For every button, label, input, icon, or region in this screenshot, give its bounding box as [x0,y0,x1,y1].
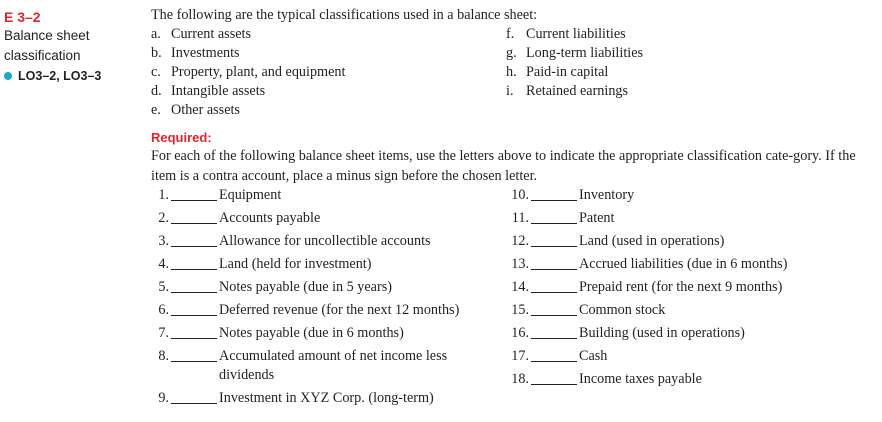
answer-blank[interactable] [531,324,577,339]
exercise-title-line-2: classification [4,48,81,63]
classification-label: Long-term liabilities [526,45,644,61]
item-label: Prepaid rent (for the next 9 months) [579,279,783,295]
classification-item [151,82,506,101]
item-number: 6. [158,302,169,318]
balance-sheet-items [151,186,876,412]
exercise-title-line-1: Balance sheet [4,28,90,43]
classification-label: Current assets [171,26,251,42]
list-item [507,209,807,228]
classification-item [506,82,806,101]
item-label: Building (used in operations) [579,325,745,341]
item-label: Deferred revenue (for the next 12 months) [219,302,460,318]
learning-objectives [4,66,144,86]
classification-label: Intangible assets [171,83,266,99]
list-item [507,278,807,297]
list-item [151,255,507,274]
answer-blank[interactable] [171,232,217,247]
item-label: Accounts payable [219,210,321,226]
item-number: 17. [511,348,529,364]
item-label: Patent [579,210,615,226]
answer-blank[interactable] [171,255,217,270]
intro-text: The following are the typical classifications used in a balance sheet: [151,7,538,23]
answer-blank[interactable] [531,232,577,247]
item-number: 8. [158,348,169,364]
item-number: 9. [158,390,169,406]
classification-letter: c. [151,64,161,80]
item-label: Equipment [219,187,282,203]
classification-letter: g. [506,45,517,61]
answer-blank[interactable] [531,186,577,201]
classification-letter: b. [151,45,162,61]
answer-blank[interactable] [171,209,217,224]
exercise-sidebar [4,8,144,86]
item-number: 12. [511,233,529,249]
list-item [507,186,807,205]
item-label: Income taxes payable [579,371,702,387]
list-item [507,370,807,389]
list-item [151,209,507,228]
classification-label: Current liabilities [526,26,626,42]
item-label: Cash [579,348,608,364]
list-item [151,232,507,251]
classification-label: Property, plant, and equipment [171,64,346,80]
answer-blank[interactable] [171,347,217,362]
classification-letter: i. [506,83,514,99]
classification-label: Other assets [171,102,240,118]
item-number: 2. [158,210,169,226]
classification-column-right [506,25,806,120]
classification-item [151,44,506,63]
classification-label: Investments [171,45,240,61]
answer-blank[interactable] [171,301,217,316]
required-instructions: For each of the following balance sheet items, use the letters above to indicate the appropriate classification cate-gory. If the item is a contra account, place a minus sign before the chosen letter. [151,148,856,184]
item-number: 5. [158,279,169,295]
answer-blank[interactable] [531,278,577,293]
classification-column-left [151,25,506,120]
classification-label: Retained earnings [526,83,629,99]
learning-objectives-text: LO3–2, LO3–3 [18,69,102,83]
list-item [151,324,507,343]
item-number: 11. [511,210,529,226]
answer-blank[interactable] [171,324,217,339]
item-label: Land (held for investment) [219,256,372,272]
list-item [151,278,507,297]
item-number: 18. [511,371,529,387]
item-label: Land (used in operations) [579,233,725,249]
classification-letter: e. [151,102,161,118]
list-item [151,301,507,320]
list-item [507,324,807,343]
item-label: Notes payable (due in 5 years) [219,279,392,295]
item-label: Investment in XYZ Corp. (long-term) [219,390,434,406]
classification-list [151,25,876,120]
list-item [151,389,507,408]
answer-blank[interactable] [531,347,577,362]
exercise-body [151,6,876,412]
list-item [151,347,507,385]
item-number: 15. [511,302,529,318]
bullet-dot-icon [4,72,12,80]
exercise-number: E 3–2 [4,9,41,25]
item-number: 7. [158,325,169,341]
items-column-left [151,186,507,412]
list-item [507,232,807,251]
answer-blank[interactable] [171,186,217,201]
classification-letter: f. [506,26,515,42]
classification-label: Paid-in capital [526,64,609,80]
classification-item [151,101,506,120]
classification-item [506,63,806,82]
classification-item [151,63,506,82]
item-label: Accrued liabilities (due in 6 months) [579,256,788,272]
answer-blank[interactable] [531,301,577,316]
list-item [151,186,507,205]
classification-item [151,25,506,44]
item-label: Accumulated amount of net income less dividends [219,348,448,383]
item-number: 13. [511,256,529,272]
list-item [507,255,807,274]
classification-letter: h. [506,64,517,80]
classification-letter: d. [151,83,162,99]
list-item [507,347,807,366]
classification-item [506,25,806,44]
answer-blank[interactable] [531,209,577,224]
item-number: 3. [158,233,169,249]
required-heading: Required: [151,130,212,145]
answer-blank[interactable] [531,255,577,270]
item-label: Common stock [579,302,666,318]
item-number: 4. [158,256,169,272]
item-number: 1. [158,187,169,203]
item-label: Notes payable (due in 6 months) [219,325,404,341]
classification-item [506,44,806,63]
item-number: 10. [511,187,529,203]
answer-blank[interactable] [531,370,577,385]
item-number: 14. [511,279,529,295]
answer-blank[interactable] [171,389,217,404]
item-number: 16. [511,325,529,341]
answer-blank[interactable] [171,278,217,293]
item-label: Inventory [579,187,635,203]
classification-letter: a. [151,26,161,42]
item-label: Allowance for uncollectible accounts [219,233,431,249]
items-column-right [507,186,807,412]
list-item [507,301,807,320]
